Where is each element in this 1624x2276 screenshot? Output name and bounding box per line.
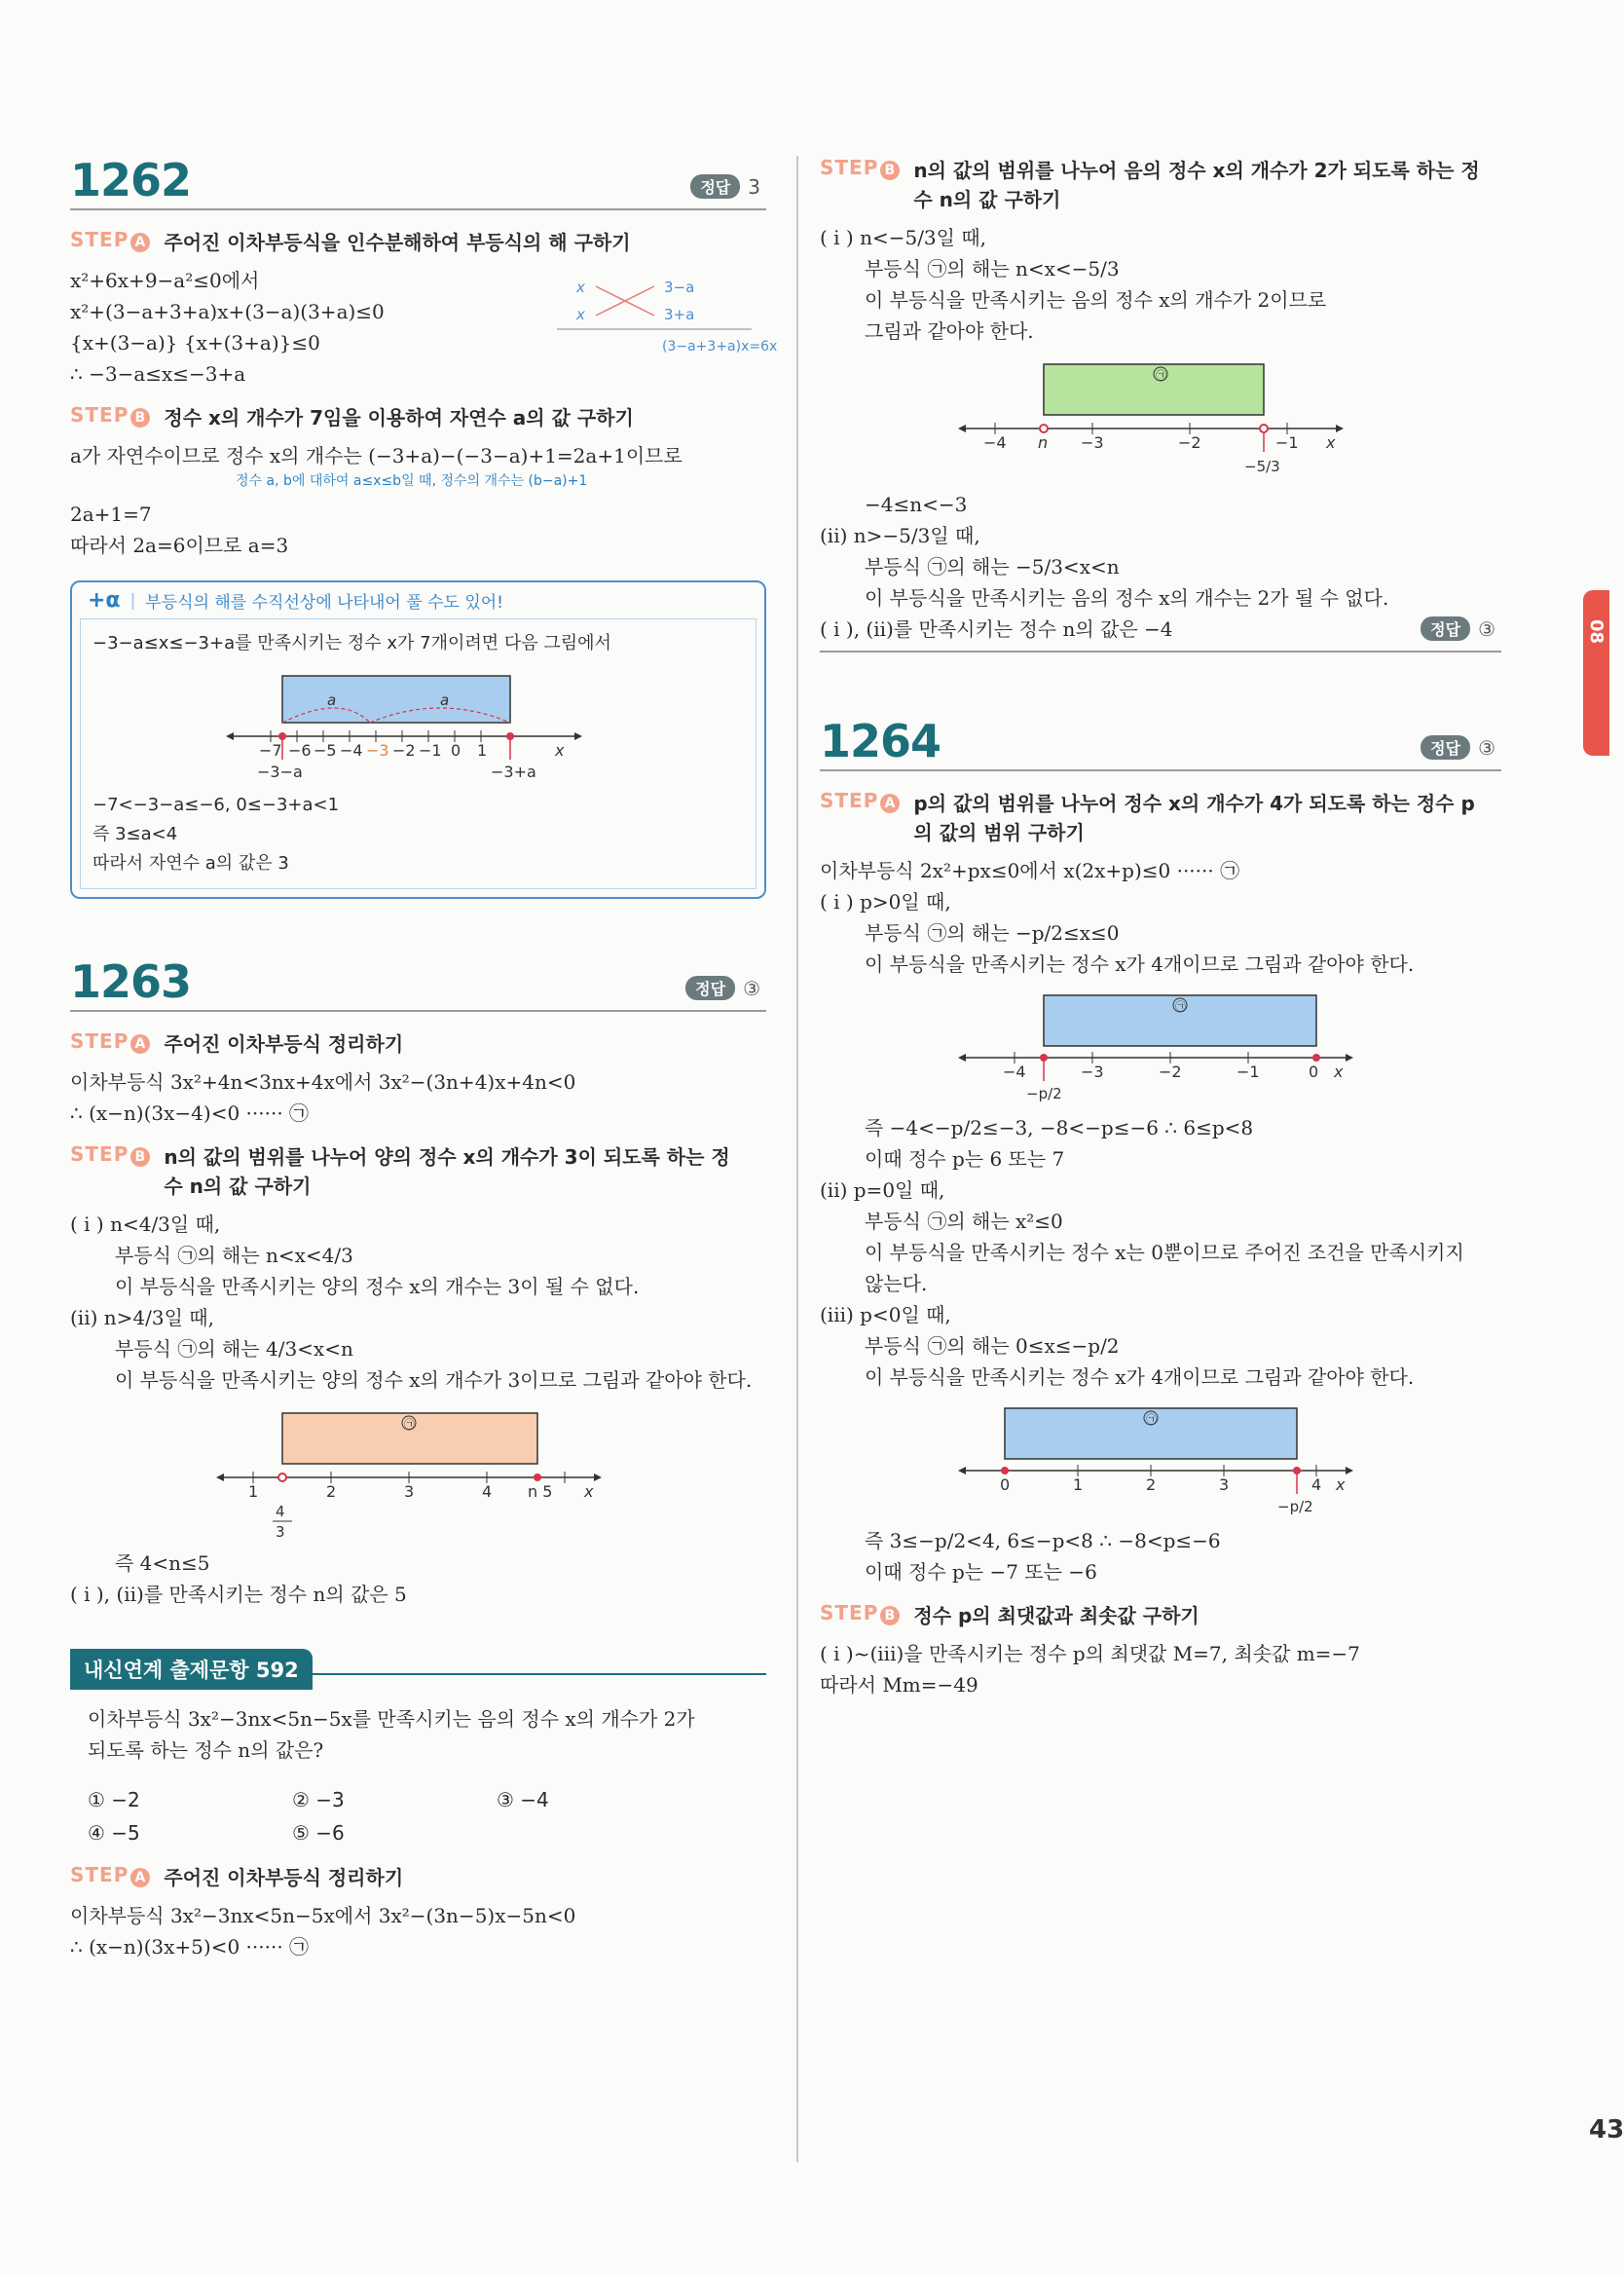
math-line: {x+(3−a)} {x+(3+a)}≤0 [70, 331, 320, 354]
tip-intro: −3−a≤x≤−3+a를 만족시키는 정수 x가 7개이려면 다음 그림에서 [92, 633, 611, 653]
tick-label: −4 [339, 741, 363, 760]
case-line: (ii) n>−5/3일 때, [820, 524, 980, 547]
answer-value: ③ [743, 976, 760, 1000]
answer-value: ③ [1478, 616, 1495, 641]
answer-box [690, 174, 760, 199]
tick-label: n [1038, 433, 1049, 452]
column-divider [796, 156, 798, 2162]
math-line: 이때 정수 p는 6 또는 7 [865, 1147, 1065, 1171]
math-line: 이때 정수 p는 −7 또는 −6 [865, 1560, 1097, 1584]
step-title: n의 값의 범위를 나누어 양의 정수 x의 개수가 3이 되도록 하는 정수 n의 값 구하기 [164, 1145, 730, 1198]
number-line-1264-negative [956, 1400, 1365, 1517]
case-line: ( i ) p>0일 때, [820, 890, 951, 914]
problem-1263-header [70, 948, 766, 1012]
choice[interactable]: ⑤ −6 [292, 1821, 345, 1845]
step-b [820, 1601, 1501, 1630]
math-line: ∴ (x−n)(3x+5)<0 ······ ㉠ [70, 1935, 310, 1959]
factoring-block [70, 265, 778, 390]
tick-label: −4 [1003, 1063, 1026, 1081]
tip-line: 따라서 자연수 a의 값은 3 [92, 853, 289, 874]
axis-label: x [583, 1482, 593, 1501]
math-line: 이 부등식을 만족시키는 정수 x는 0뿐이므로 주어진 조건을 만족시키지 [865, 1241, 1464, 1264]
problem-1264-header [820, 707, 1501, 771]
tick-label: −6 [287, 741, 312, 760]
tick-label: −1 [1275, 433, 1299, 452]
math-line: 이 부등식을 만족시키는 양의 정수 x의 개수가 3이므로 그림과 같아야 한다. [115, 1368, 753, 1392]
step-title: p의 값의 범위를 나누어 정수 x의 개수가 4가 되도록 하는 정수 p의 값의 범위 구하기 [913, 792, 1475, 844]
case-line: ( i ) n<4/3일 때, [70, 1213, 221, 1236]
left-column [70, 146, 778, 1962]
tick-label: 4 [1311, 1475, 1322, 1494]
step-tag: STEP B [70, 403, 150, 428]
frac-den: 3 [275, 1523, 285, 1541]
step-title: 주어진 이차부등식을 인수분해하여 부등식의 해 구하기 [164, 231, 631, 254]
arc-label: a [439, 691, 449, 709]
step-b [70, 403, 766, 432]
math-line: 이 부등식을 만족시키는 음의 정수 x의 개수가 2이므로 [865, 288, 1327, 312]
math-line: ∴ (x−n)(3x−4)<0 ······ ㉠ [70, 1101, 310, 1125]
step-a [70, 1029, 766, 1059]
axis-label: x [554, 741, 564, 760]
math-line: 즉 3≤−p/2<4, 6≤−p<8 ∴ −8<p≤−6 [865, 1529, 1221, 1552]
tick-label: 2 [325, 1482, 336, 1501]
math-line: 즉 4<n≤5 [115, 1551, 210, 1575]
step-a [820, 789, 1501, 847]
step-title: 주어진 이차부등식 정리하기 [164, 1866, 404, 1889]
cross-r2b: 3+a [664, 306, 695, 323]
case-line: (ii) p=0일 때, [820, 1178, 945, 1202]
tick-label: 2 [1146, 1475, 1157, 1494]
math-line: 이 부등식을 만족시키는 양의 정수 x의 개수는 3이 될 수 없다. [115, 1275, 640, 1298]
answer-box [1421, 735, 1495, 760]
tick-label: −1 [418, 741, 442, 760]
region-mark: ㉠ [1146, 1413, 1157, 1426]
math-line: 이차부등식 2x²+px≤0에서 x(2x+p)≤0 ······ ㉠ [820, 859, 1240, 882]
side-tab-label: 08 [1586, 619, 1606, 645]
step-tag: STEP B [820, 1601, 900, 1625]
step-tag: STEP B [70, 1142, 150, 1167]
step-tag: STEP B [820, 156, 900, 180]
step-title: 정수 p의 최댓값과 최솟값 구하기 [913, 1604, 1200, 1627]
math-line: 즉 −4<−p/2≤−3, −8<−p≤−6 ∴ 6≤p<8 [865, 1116, 1254, 1139]
number-line-1263-negative [956, 354, 1365, 481]
axis-label: x [1336, 1475, 1346, 1494]
region-mark: ㉠ [1156, 369, 1166, 382]
step-tag: STEP A [70, 228, 150, 252]
answer-badge: 정답 [690, 174, 740, 199]
math-line: ( i ), (ii)를 만족시키는 정수 n의 값은 5 [70, 1583, 407, 1606]
question-text: 이차부등식 3x²−3nx<5n−5x를 만족시키는 음의 정수 x의 개수가 2가 [88, 1707, 695, 1731]
math-line: 이 부등식을 만족시키는 정수 x가 4개이므로 그림과 같아야 한다. [865, 1365, 1415, 1389]
tick-label: −2 [1159, 1063, 1182, 1081]
tick-label: n 5 [527, 1482, 552, 1501]
math-line: 부등식 ㉠의 해는 0≤x≤−p/2 [865, 1334, 1120, 1358]
step-tag: STEP A [70, 1863, 150, 1887]
math-line: 부등식 ㉠의 해는 4/3<x<n [115, 1337, 353, 1361]
tick-label: −7 [258, 741, 282, 760]
answer-badge: 정답 [1421, 735, 1470, 760]
answer-value: ③ [1478, 735, 1495, 760]
cross-r1a: x [576, 279, 585, 296]
fraction-label: −p/2 [1277, 1498, 1313, 1515]
number-line-1264-positive [956, 988, 1365, 1104]
tip-line: −7<−3−a≤−6, 0≤−3+a<1 [92, 795, 340, 815]
math-line: 따라서 2a=6이므로 a=3 [70, 534, 289, 557]
math-line: ( i ), (ii)를 만족시키는 정수 n의 값은 −4 [820, 617, 1173, 641]
math-line: 그림과 같아야 한다. [865, 319, 1034, 343]
step-title: n의 값의 범위를 나누어 음의 정수 x의 개수가 2가 되도록 하는 정수 n의 값 구하기 [913, 159, 1480, 211]
tip-title: 부등식의 해를 수직선상에 나타내어 풀 수도 있어! [145, 593, 503, 613]
math-line: 이 부등식을 만족시키는 정수 x가 4개이므로 그림과 같아야 한다. [865, 952, 1415, 976]
choice[interactable]: ③ −4 [497, 1788, 549, 1811]
region-mark: ㉠ [403, 1418, 415, 1431]
tick-label: −3 [365, 741, 389, 760]
step-title: 정수 x의 개수가 7임을 이용하여 자연수 a의 값 구하기 [164, 406, 634, 429]
case-line: (ii) n>4/3일 때, [70, 1306, 214, 1329]
chapter-side-tab [1583, 590, 1609, 756]
cross-r2a: x [576, 306, 585, 323]
linked-question-banner [70, 1649, 766, 1690]
step-tag: STEP A [70, 1029, 150, 1054]
frac-num: 4 [275, 1503, 285, 1520]
choice[interactable]: ④ −5 [88, 1821, 140, 1845]
cross-r1b: 3−a [664, 279, 695, 296]
side-note: 정수 a, b에 대하여 a≤x≤b일 때, 정수의 개수는 (b−a)+1 [236, 473, 588, 489]
tick-label: −2 [391, 741, 416, 760]
problem-number: 1264 [820, 715, 941, 767]
answer-choices [88, 1783, 766, 1849]
math-line: 따라서 Mm=−49 [820, 1673, 978, 1697]
number-line-1262 [224, 666, 613, 783]
tick-label: −2 [1178, 433, 1201, 452]
question-text: 되도록 하는 정수 n의 값은? [88, 1738, 324, 1762]
math-line: −4≤n<−3 [865, 493, 968, 516]
case-line: ( i ) n<−5/3일 때, [820, 226, 987, 249]
arc-label: a [326, 691, 336, 709]
tip-header: +α | 부등식의 해를 수직선상에 나타내어 풀 수도 있어! [88, 588, 503, 613]
number-line-1263 [214, 1403, 623, 1540]
problem-1262-header [70, 146, 766, 210]
step-b [70, 1142, 766, 1201]
tick-label: −5 [313, 741, 337, 760]
page-number: 43 [1589, 2115, 1624, 2145]
tick-label: −3 [1081, 433, 1104, 452]
answer-badge: 정답 [685, 976, 735, 1000]
tick-label: 3 [403, 1482, 414, 1501]
tick-label: −1 [1236, 1063, 1260, 1081]
step-a [70, 1863, 766, 1892]
tick-label: 0 [450, 741, 461, 760]
choice[interactable]: ② −3 [292, 1788, 345, 1811]
fraction-label: −p/2 [1026, 1085, 1062, 1102]
case-line: (iii) p<0일 때, [820, 1303, 951, 1326]
tick-label: 3 [1219, 1475, 1230, 1494]
math-line: 부등식 ㉠의 해는 −5/3<x<n [865, 555, 1120, 578]
answer-value: 3 [748, 174, 760, 199]
banner-tag: 내신연계 출제문항 592 [70, 1649, 313, 1690]
left-end-label: −3−a [256, 763, 303, 781]
math-line: 부등식 ㉠의 해는 n<x<4/3 [115, 1244, 353, 1267]
tip-box [70, 580, 766, 899]
axis-label: x [1326, 433, 1336, 452]
step-title: 주어진 이차부등식 정리하기 [164, 1032, 404, 1056]
tick-label: 0 [1309, 1063, 1319, 1081]
answer-box [1421, 616, 1495, 641]
right-end-label: −3+a [490, 763, 536, 781]
right-column [820, 146, 1501, 1700]
answer-box [685, 976, 760, 1000]
math-line: 부등식 ㉠의 해는 x²≤0 [865, 1210, 1063, 1233]
math-line: a가 자연수이므로 정수 x의 개수는 (−3+a)−(−3−a)+1=2a+1이므로 [70, 444, 683, 467]
choice[interactable]: ① −2 [88, 1788, 140, 1811]
fraction-label: −5/3 [1244, 458, 1280, 475]
cross-sum: (3−a+3+a)x=6x [662, 339, 778, 354]
math-line: 이차부등식 3x²−3nx<5n−5x에서 3x²−(3n−5)x−5n<0 [70, 1904, 576, 1927]
axis-label: x [1334, 1063, 1344, 1081]
step-tag: STEP A [820, 789, 900, 813]
tick-label: −3 [1081, 1063, 1104, 1081]
tip-body [80, 618, 757, 889]
math-line: 않는다. [865, 1272, 928, 1295]
region-mark: ㉠ [1175, 1000, 1186, 1013]
math-line: 부등식 ㉠의 해는 n<x<−5/3 [865, 257, 1120, 280]
plus-alpha-icon: +α [88, 588, 121, 613]
tick-label: 1 [476, 741, 487, 760]
step-a [70, 228, 766, 257]
problem-number: 1262 [70, 154, 192, 206]
tip-line: 즉 3≤a<4 [92, 824, 178, 844]
tick-label: 0 [1000, 1475, 1011, 1494]
tick-label: −4 [983, 433, 1007, 452]
math-line: 이 부등식을 만족시키는 음의 정수 x의 개수는 2가 될 수 없다. [865, 586, 1389, 610]
tick-label: 4 [481, 1482, 492, 1501]
math-line: x²+6x+9−a²≤0에서 [70, 269, 260, 292]
tick-label: 1 [1073, 1475, 1084, 1494]
math-line: 이차부등식 3x²+4n<3nx+4x에서 3x²−(3n+4)x+4n<0 [70, 1070, 576, 1094]
math-line: ∴ −3−a≤x≤−3+a [70, 362, 246, 386]
math-line: ( i )~(iii)을 만족시키는 정수 p의 최댓값 M=7, 최솟값 m=−7 [820, 1642, 1360, 1665]
answer-badge: 정답 [1421, 616, 1470, 641]
tick-label: 1 [247, 1482, 258, 1501]
step-b [820, 156, 1501, 214]
cross-multiplication-diagram [489, 265, 778, 358]
math-line: x²+(3−a+3+a)x+(3−a)(3+a)≤0 [70, 300, 385, 323]
problem-number: 1263 [70, 955, 192, 1008]
math-line: 2a+1=7 [70, 503, 152, 526]
math-line: 부등식 ㉠의 해는 −p/2≤x≤0 [865, 921, 1120, 945]
